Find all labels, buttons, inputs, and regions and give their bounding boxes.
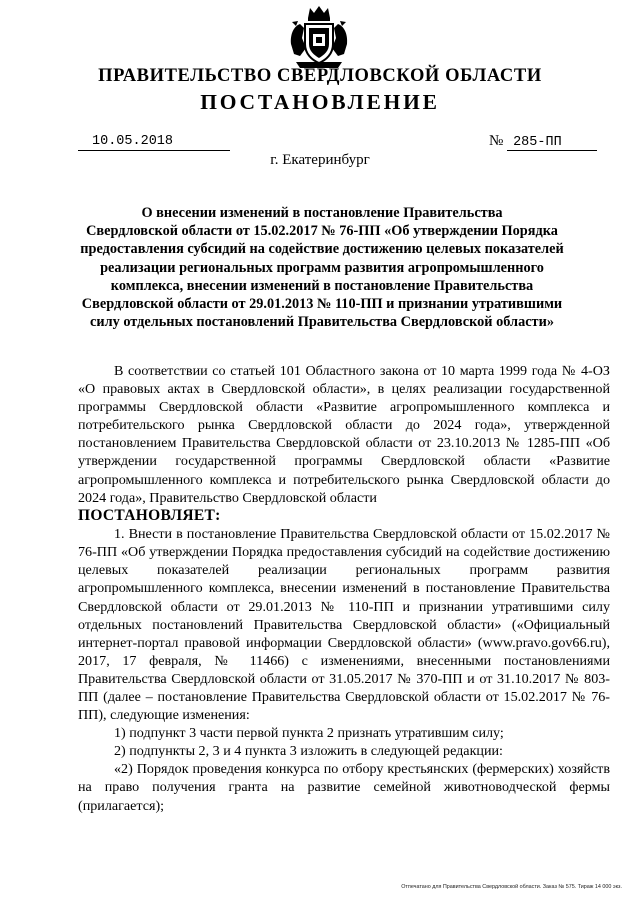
number-value: 285-ПП [507,135,597,151]
preamble-paragraph: В соответствии со статьей 101 Областного закона от 10 марта 1999 года № 4-ОЗ «О правовых актах в Свердловской области», в целях реализации государственной программы Свердловской области «Развитие агропромышленного комплекса и потребительского рынка Свердловской области до 2024 года», утвержденной постановлением Правительства Свердловской области от 23.10.2013 № 1285-ПП «Об утверждении государственной программы Свердловской области «Развитие агропромышленного комплекса и потребительского рынка Свердловской области до 2024 года», Правительство Свердловской области [78,363,610,506]
document-body [78,362,610,815]
title-line: комплекса, внесении изменений в постановление Правительства [110,277,534,294]
decree-heading: ПОСТАНОВЛЯЕТ: [78,506,221,524]
organization-name: ПРАВИТЕЛЬСТВО СВЕРДЛОВСКОЙ ОБЛАСТИ [98,66,542,86]
subitem-1-paragraph: 1) подпункт 3 части первой пункта 2 признать утратившим силу; [114,725,504,742]
document-title [80,204,564,331]
title-line: Свердловской области от 29.01.2013 № 110-ПП и признании утратившими [81,296,563,313]
item-1-paragraph: 1. Внести в постановление Правительства Свердловской области от 15.02.2017 № 76-ПП «Об утверждении Порядка предоставления субсидий на содействие достижению целевых показателей реализации региональных программ развития агропромышленного комплекса, внесении изменений в постановление Правительства Свердловской области от 29.01.2013 № 110-ПП и признании утратившими силу отдельных постановлений Правительства Свердловской области» («Официальный интернет-портал правовой информации Свердловской области» (www.pravo.gov66.ru), 2017, 17 февраля, № 11466) с изменениями, внесенными постановлениями Правительства Свердловской области от 31.05.2017 № 370-ПП и от 31.10.2017 № 803-ПП (далее – постановление Правительства Свердловской области от 15.02.2017 № 76-ПП), следующие изменения: [78,526,610,724]
subitem-3-paragraph: «2) Порядок проведения конкурса по отбору крестьянских (фермерских) хозяйств на право получения гранта на развитие семейной животноводческой фермы (прилагается); [78,761,610,814]
document-type: ПОСТАНОВЛЕНИЕ [200,90,440,114]
title-line: реализации региональных программ развития агропромышленного [100,259,544,276]
document-number [489,133,597,151]
subitem-2-paragraph: 2) подпункты 2, 3 и 4 пункта 3 изложить в следующей редакции: [114,743,503,760]
sverdlovsk-coat-of-arms-icon [288,4,350,70]
city: г. Екатеринбург [270,152,370,168]
title-line: Свердловской области от 15.02.2017 № 76-ПП «Об утверждении Порядка [86,223,558,240]
document-date: 10.05.2018 [78,134,230,151]
number-label: № [489,133,504,149]
title-line: силу отдельных постановлений Правительства Свердловской области» [90,314,554,331]
title-line: О внесении изменений в постановление Правительства [141,205,503,221]
print-note: Отпечатано для Правительства Свердловской области. Заказ № 575. Тираж 14 000 экз. [401,884,622,890]
title-line: предоставления субсидий на содействие достижению целевых показателей [80,241,564,258]
